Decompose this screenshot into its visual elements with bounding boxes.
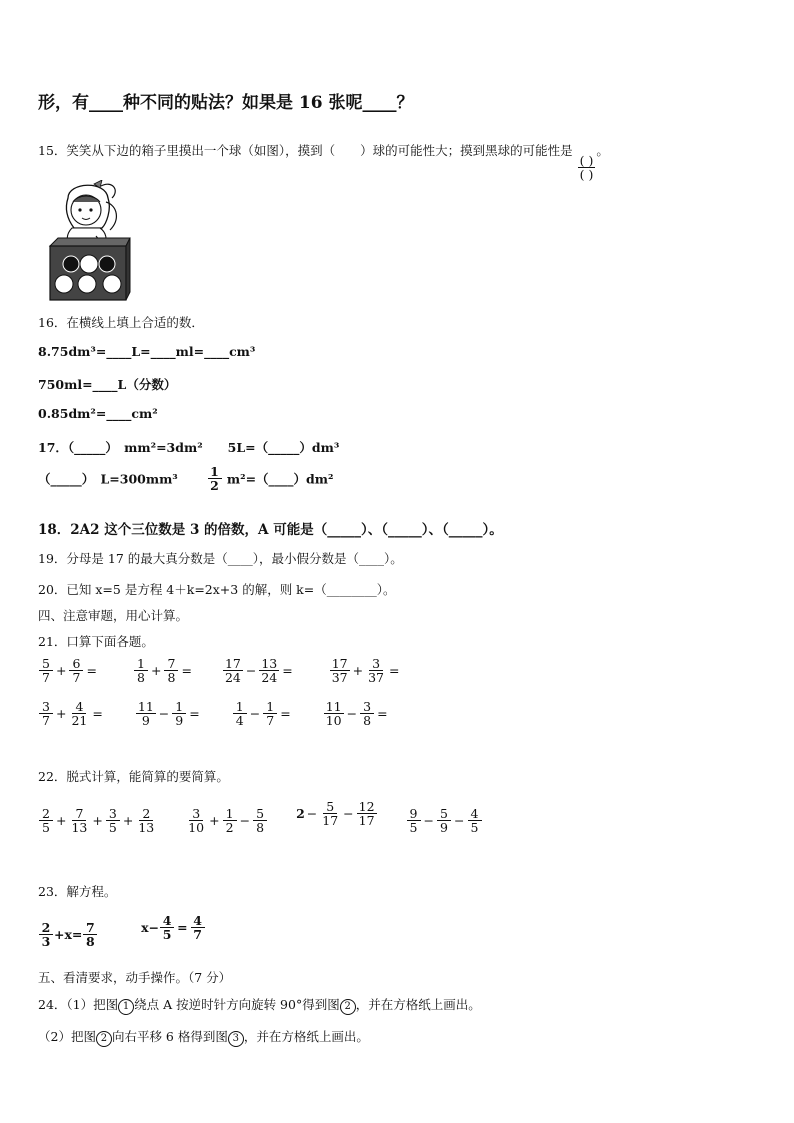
q18-text: 18．2A2 这个三位数是 3 的倍数，A 可能是（_____）、（_____）、（_____）。 <box>38 522 503 538</box>
q21-item: $\frac{11}{9}$ − $\frac{1}{9}$ = <box>137 699 200 729</box>
q23-equals: = <box>177 920 188 936</box>
girl-with-ball-box-illustration <box>46 180 136 302</box>
q16-line1: 8.75dm³=____L=____ml=____cm³ <box>38 344 256 359</box>
q17-line1: 17．（_____） mm²=3dm² 5L=（_____）dm³ <box>38 440 340 455</box>
q23-title: 23．解方程。 <box>38 884 117 899</box>
q17-line2-part-b: m²=（____）dm² <box>226 471 334 487</box>
q21-row-2 <box>38 699 390 727</box>
q24-line2-b: 向右平移 6 格得到图 <box>111 1029 228 1044</box>
q24-line1 <box>38 995 481 1015</box>
q23-eq-1: $\frac{2}{3}$ +x= $\frac{7}{8}$ <box>38 921 98 948</box>
q21-item: $\frac{17}{24}$ − $\frac{13}{24}$ = <box>224 656 293 686</box>
q21-item: $\frac{1}{4}$ − $\frac{1}{7}$ = <box>232 700 293 727</box>
q15-frac-num: ( ) <box>579 153 594 168</box>
q23-equations <box>38 914 206 948</box>
q22-expressions <box>38 800 483 834</box>
q24-line2-a: （2）把图 <box>38 1029 96 1044</box>
q17-line2-part-a: （_____） L=300mm³ <box>38 471 178 487</box>
q21-item: $\frac{11}{10}$ − $\frac{3}{8}$ = <box>325 699 388 729</box>
section-5-heading: 五、看清要求，动手操作。（7 分） <box>38 970 232 985</box>
circled-1-icon: 1 <box>118 999 134 1015</box>
circled-2-icon: 2 <box>340 999 356 1015</box>
q24-line2-c: ，并在方格纸上画出。 <box>243 1029 369 1044</box>
section-4-heading: 四、注意审题，用心计算。 <box>38 608 189 623</box>
q17-frac-den: 2 <box>210 478 219 494</box>
q23-x-minus: x− <box>141 920 160 936</box>
q22-title: 22．脱式计算，能简算的要简算。 <box>38 769 229 784</box>
q20-text: 20．已知 x=5 是方程 4＋k=2x+3 的解，则 k=（________）。 <box>38 582 396 597</box>
q16-line3: 0.85dm²=____cm² <box>38 406 158 421</box>
q22-expr-1: $\frac{2}{5}$ + $\frac{7}{13}$ + $\frac{3}{5}$ + $\frac{2}{13}$ <box>38 807 157 834</box>
q21-item: $\frac{1}{8}$ + $\frac{7}{8}$ = <box>133 657 194 684</box>
q22-expr-2: $\frac{3}{10}$ + $\frac{1}{2}$ − $\frac{5}{8}$ <box>185 807 268 834</box>
q17-fraction-half <box>208 465 222 492</box>
q23-x-plus: +x= <box>54 927 83 943</box>
q22-expr-3: 2 − $\frac{5}{17}$ − $\frac{12}{17}$ <box>296 799 375 829</box>
q22-lead-2: 2 <box>296 806 305 822</box>
q23-eq-2: x− $\frac{4}{5}$ = $\frac{4}{7}$ <box>141 914 205 941</box>
q21-row-1 <box>38 656 402 684</box>
q24-line1-a: 24．（1）把图 <box>38 997 119 1012</box>
q21-item: $\frac{3}{7}$ + $\frac{4}{21}$ = <box>38 700 105 727</box>
q17-frac-num: 1 <box>208 465 222 479</box>
q16-line2: 750ml=____L（分数） <box>38 377 177 392</box>
q15-fraction <box>578 154 596 181</box>
q21-item: $\frac{17}{37}$ + $\frac{3}{37}$ = <box>331 656 400 686</box>
q15-frac-den: ( ) <box>579 167 594 183</box>
q22-expr-4: $\frac{9}{5}$ − $\frac{5}{9}$ − $\frac{4}{5}$ <box>406 807 483 834</box>
circled-2-icon: 2 <box>96 1031 112 1047</box>
q15-end: 。 <box>596 143 609 158</box>
q15-text <box>38 141 609 181</box>
q24-line1-b: 绕点 A 按逆时针方向旋转 90°得到图 <box>134 997 340 1012</box>
top-line: 形，有____种不同的贴法？如果是 16 张呢____？ <box>38 93 414 113</box>
q16-title: 16．在横线上填上合适的数． <box>38 315 204 330</box>
q19-text: 19．分母是 17 的最大真分数是（____），最小假分数是（____）。 <box>38 551 403 566</box>
q21-title: 21．口算下面各题。 <box>38 634 154 649</box>
q21-item: $\frac{5}{7}$ + $\frac{6}{7}$ = <box>38 657 99 684</box>
q15-prompt: 15．笑笑从下边的箱子里摸出一个球（如图），摸到（ ）球的可能性大；摸到黑球的可能性是 <box>38 143 573 158</box>
circled-3-icon: 3 <box>228 1031 244 1047</box>
q24-line2 <box>38 1027 369 1047</box>
q24-line1-c: ，并在方格纸上画出。 <box>355 997 481 1012</box>
q17-line2 <box>38 465 334 492</box>
